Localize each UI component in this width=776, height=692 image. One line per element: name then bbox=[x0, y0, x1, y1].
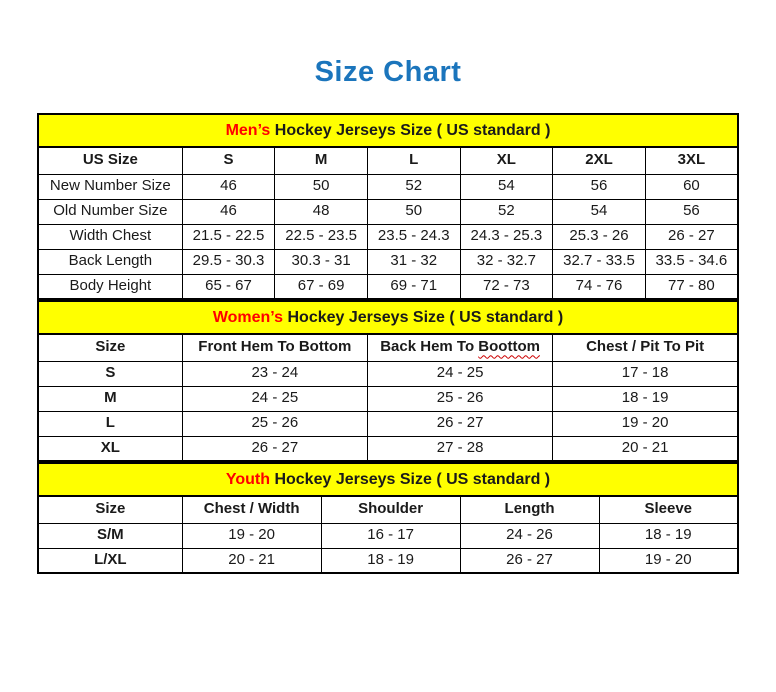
youth-size-table bbox=[37, 462, 739, 574]
size-value: 20 - 21 bbox=[553, 436, 738, 461]
youth-table-title-band bbox=[38, 463, 738, 496]
column-header-length: Length bbox=[460, 496, 599, 523]
row-label: Back Length bbox=[38, 249, 182, 274]
mens-table-title-band bbox=[38, 114, 738, 147]
size-value: 19 - 20 bbox=[553, 411, 738, 436]
size-value: 54 bbox=[553, 199, 646, 224]
size-value: 46 bbox=[182, 174, 275, 199]
size-value: 74 - 76 bbox=[553, 274, 646, 299]
column-header-us-size: US Size bbox=[38, 147, 182, 174]
womens-title-rest: Hockey Jerseys Size ( US standard ) bbox=[283, 308, 564, 326]
size-value: 33.5 - 34.6 bbox=[645, 249, 738, 274]
column-header-back-hem bbox=[367, 334, 552, 361]
womens-size-table bbox=[37, 300, 739, 462]
size-value: 27 - 28 bbox=[367, 436, 552, 461]
table-row bbox=[38, 411, 738, 436]
size-value: 26 - 27 bbox=[460, 548, 599, 573]
womens-title-highlight: Women’s bbox=[212, 308, 284, 326]
size-value: 52 bbox=[460, 199, 553, 224]
size-value: 32.7 - 33.5 bbox=[553, 249, 646, 274]
column-header-sleeve: Sleeve bbox=[599, 496, 738, 523]
size-value: 48 bbox=[275, 199, 368, 224]
size-value: 72 - 73 bbox=[460, 274, 553, 299]
youth-title-rest: Hockey Jerseys Size ( US standard ) bbox=[270, 470, 551, 488]
page-title: Size Chart bbox=[314, 56, 462, 88]
column-header-shoulder: Shoulder bbox=[321, 496, 460, 523]
row-label: M bbox=[38, 386, 182, 411]
column-header-chest-pit: Chest / Pit To Pit bbox=[553, 334, 738, 361]
size-value: 46 bbox=[182, 199, 275, 224]
column-header-size: Size bbox=[38, 496, 182, 523]
size-value: 23 - 24 bbox=[182, 361, 367, 386]
size-value: 19 - 20 bbox=[182, 523, 321, 548]
row-label: Old Number Size bbox=[38, 199, 182, 224]
misspelled-word: Boottom bbox=[478, 338, 540, 356]
size-value: 32 - 32.7 bbox=[460, 249, 553, 274]
size-value: 18 - 19 bbox=[321, 548, 460, 573]
table-row bbox=[38, 436, 738, 461]
womens-table-title bbox=[38, 301, 738, 334]
size-value: 50 bbox=[275, 174, 368, 199]
size-value: 65 - 67 bbox=[182, 274, 275, 299]
size-value: 24 - 26 bbox=[460, 523, 599, 548]
mens-column-header-row bbox=[38, 147, 738, 174]
size-value: 21.5 - 22.5 bbox=[182, 224, 275, 249]
column-header-l: L bbox=[367, 147, 460, 174]
size-value: 69 - 71 bbox=[367, 274, 460, 299]
size-value: 24 - 25 bbox=[182, 386, 367, 411]
back-hem-label: Back Hem To bbox=[380, 338, 479, 356]
column-header-chest-width: Chest / Width bbox=[182, 496, 321, 523]
row-label: L/XL bbox=[38, 548, 182, 573]
size-value: 56 bbox=[645, 199, 738, 224]
row-label: New Number Size bbox=[38, 174, 182, 199]
row-label: Width Chest bbox=[38, 224, 182, 249]
row-label: L bbox=[38, 411, 182, 436]
size-value: 77 - 80 bbox=[645, 274, 738, 299]
size-value: 26 - 27 bbox=[367, 411, 552, 436]
size-value: 16 - 17 bbox=[321, 523, 460, 548]
row-label: XL bbox=[38, 436, 182, 461]
size-value: 24 - 25 bbox=[367, 361, 552, 386]
size-value: 26 - 27 bbox=[645, 224, 738, 249]
mens-title-highlight: Men’s bbox=[225, 121, 271, 139]
row-label: S/M bbox=[38, 523, 182, 548]
table-row bbox=[38, 274, 738, 299]
size-value: 52 bbox=[367, 174, 460, 199]
size-value: 30.3 - 31 bbox=[275, 249, 368, 274]
size-value: 23.5 - 24.3 bbox=[367, 224, 460, 249]
table-row bbox=[38, 199, 738, 224]
youth-title-highlight: Youth bbox=[225, 470, 270, 488]
size-value: 19 - 20 bbox=[599, 548, 738, 573]
mens-title-rest: Hockey Jerseys Size ( US standard ) bbox=[270, 121, 551, 139]
size-value: 29.5 - 30.3 bbox=[182, 249, 275, 274]
column-header-s: S bbox=[182, 147, 275, 174]
size-value: 18 - 19 bbox=[553, 386, 738, 411]
size-value: 17 - 18 bbox=[553, 361, 738, 386]
column-header-xl: XL bbox=[460, 147, 553, 174]
column-header-2xl: 2XL bbox=[553, 147, 646, 174]
column-header-m: M bbox=[275, 147, 368, 174]
size-value: 60 bbox=[645, 174, 738, 199]
youth-column-header-row bbox=[38, 496, 738, 523]
size-value: 56 bbox=[553, 174, 646, 199]
size-value: 20 - 21 bbox=[182, 548, 321, 573]
size-value: 22.5 - 23.5 bbox=[275, 224, 368, 249]
size-value: 54 bbox=[460, 174, 553, 199]
size-value: 26 - 27 bbox=[182, 436, 367, 461]
table-row bbox=[38, 386, 738, 411]
table-row bbox=[38, 249, 738, 274]
size-value: 25 - 26 bbox=[182, 411, 367, 436]
mens-size-table bbox=[37, 113, 739, 300]
table-row bbox=[38, 548, 738, 573]
size-tables-container bbox=[37, 113, 739, 574]
youth-table-title bbox=[38, 463, 738, 496]
row-label: Body Height bbox=[38, 274, 182, 299]
column-header-front-hem: Front Hem To Bottom bbox=[182, 334, 367, 361]
column-header-3xl: 3XL bbox=[645, 147, 738, 174]
size-value: 25.3 - 26 bbox=[553, 224, 646, 249]
size-value: 31 - 32 bbox=[367, 249, 460, 274]
mens-table-title bbox=[38, 114, 738, 147]
womens-column-header-row bbox=[38, 334, 738, 361]
size-value: 24.3 - 25.3 bbox=[460, 224, 553, 249]
womens-table-title-band bbox=[38, 301, 738, 334]
size-value: 18 - 19 bbox=[599, 523, 738, 548]
row-label: S bbox=[38, 361, 182, 386]
size-value: 67 - 69 bbox=[275, 274, 368, 299]
table-row bbox=[38, 174, 738, 199]
table-row bbox=[38, 224, 738, 249]
table-row bbox=[38, 523, 738, 548]
size-value: 25 - 26 bbox=[367, 386, 552, 411]
column-header-size: Size bbox=[38, 334, 182, 361]
table-row bbox=[38, 361, 738, 386]
size-value: 50 bbox=[367, 199, 460, 224]
